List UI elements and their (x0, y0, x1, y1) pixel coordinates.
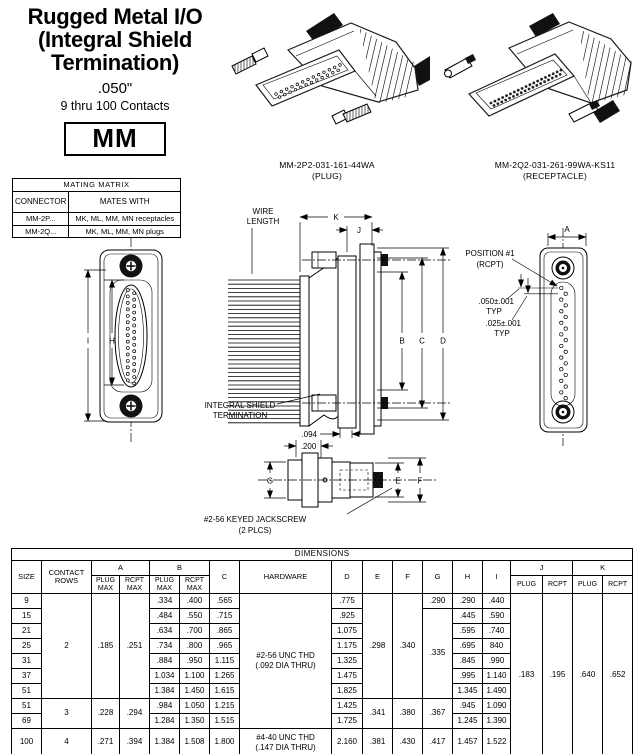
cell-d: 1.325 (332, 654, 363, 669)
cell-c: .965 (210, 639, 240, 654)
cell-size: 31 (12, 654, 42, 669)
pitch-dim-050: .050±.001 (478, 297, 514, 306)
cell-c: .565 (210, 594, 240, 609)
matrix-mates-with: MK, ML, MM, MN plugs (69, 225, 181, 238)
jackscrew-side-view (204, 453, 436, 535)
subheader-k-plug: PLUG (573, 576, 603, 594)
cell-i: 1.522 (483, 729, 511, 754)
matrix-header-connector: CONNECTOR (13, 191, 69, 212)
cell-f: .340 (393, 594, 423, 699)
keyed-jackscrew-note-1: #2-56 KEYED JACKSCREW (203, 515, 307, 524)
dimensions-table (11, 548, 633, 754)
matrix-header-mates-with: MATES WITH (69, 191, 181, 212)
receptacle-illustration (441, 6, 640, 154)
cell-f: .430 (393, 729, 423, 754)
cell-h: .695 (453, 639, 483, 654)
series-code-box (64, 122, 165, 156)
col-header-e: E (363, 561, 393, 594)
cell-i: 1.390 (483, 714, 511, 729)
cell-size: 9 (12, 594, 42, 609)
col-header-k: K (573, 561, 633, 576)
cell-i: 1.140 (483, 669, 511, 684)
cell-b-plug: 1.384 (150, 729, 180, 754)
col-header-i: I (483, 561, 511, 594)
cell-g: .367 (423, 699, 453, 729)
cell-b-plug: .984 (150, 699, 180, 714)
dim-label-h: H (109, 336, 115, 346)
cell-contact-rows: 3 (42, 699, 92, 729)
page-title-line3: Termination) (51, 49, 179, 75)
cell-a-rcpt: .251 (120, 594, 150, 699)
cell-e: .298 (363, 594, 393, 699)
cell-b-rcpt: 1.450 (180, 684, 210, 699)
dim-label-b: B (399, 336, 405, 346)
cell-k-rcpt: .652 (603, 594, 633, 754)
cell-j-rcpt: .195 (543, 594, 573, 754)
keyed-jackscrew-note-2: (2 PLCS) (238, 526, 272, 535)
cell-b-rcpt: 1.508 (180, 729, 210, 754)
cell-d: 1.725 (332, 714, 363, 729)
col-header-size: SIZE (12, 561, 42, 594)
plug-caption (222, 160, 432, 181)
cell-h: .945 (453, 699, 483, 714)
cell-g: .417 (423, 729, 453, 754)
cell-size: 21 (12, 624, 42, 639)
subheader-k-rcpt: RCPT (603, 576, 633, 594)
cell-h: .445 (453, 609, 483, 624)
plug-kind: (PLUG) (311, 170, 342, 181)
cell-a-plug: .228 (92, 699, 120, 729)
subheader-b-rcpt-max: RCPT MAX (180, 576, 210, 594)
dim-label-f: F (417, 476, 423, 486)
dim-label-c: C (419, 336, 425, 346)
cell-i: 1.090 (483, 699, 511, 714)
integral-shield-label-1: INTEGRAL SHIELD (204, 401, 276, 410)
jackscrew-bottom (120, 395, 143, 418)
cell-c: 1.115 (210, 654, 240, 669)
cell-c: .715 (210, 609, 240, 624)
cell-b-rcpt: .700 (180, 624, 210, 639)
cell-size: 15 (12, 609, 42, 624)
cell-d: 1.175 (332, 639, 363, 654)
jackscrew-head-top (252, 48, 268, 62)
subheader-b-plug-max: PLUG MAX (150, 576, 180, 594)
subheader-a-plug-max: PLUG MAX (92, 576, 120, 594)
cell-size: 69 (12, 714, 42, 729)
plug-front-view (84, 238, 162, 442)
cell-d: 1.825 (332, 684, 363, 699)
cell-b-rcpt: 1.050 (180, 699, 210, 714)
col-header-contact-rows: CONTACT ROWS (42, 561, 92, 594)
cell-h: .595 (453, 624, 483, 639)
cell-i: .440 (483, 594, 511, 609)
cell-b-plug: .734 (150, 639, 180, 654)
cell-h: 1.245 (453, 714, 483, 729)
cell-size: 51 (12, 699, 42, 714)
plug-illustration (226, 6, 430, 154)
cell-b-plug: .334 (150, 594, 180, 609)
cell-d: 1.475 (332, 669, 363, 684)
cell-a-rcpt: .294 (120, 699, 150, 729)
cell-b-rcpt: 1.100 (180, 669, 210, 684)
dim-label-a: A (564, 225, 570, 234)
cell-size: 51 (12, 684, 42, 699)
receptacle-kind: (RECEPTACLE) (522, 170, 588, 181)
dim-label-k: K (333, 213, 339, 222)
shield-plate (338, 256, 356, 428)
page-title-line2: (Integral Shield (37, 26, 193, 52)
cell-i: 840 (483, 639, 511, 654)
col-header-d: D (332, 561, 363, 594)
title-block (4, 6, 226, 156)
shield-wrap (309, 412, 340, 426)
contact-column-left (126, 289, 129, 382)
matrix-connector: MM-2P... (13, 212, 69, 225)
col-header-hardware: HARDWARE (240, 561, 332, 594)
flange-plate (360, 244, 374, 434)
cell-a-plug: .185 (92, 594, 120, 699)
face-plate (374, 252, 381, 426)
cell-b-plug: 1.284 (150, 714, 180, 729)
cell-k-plug: .640 (573, 594, 603, 754)
integral-shield-label-2: TERMINATION (212, 411, 268, 420)
cell-b-rcpt: 1.350 (180, 714, 210, 729)
pitch-size: .050" (97, 79, 133, 97)
plug-part-number: MM-2P2-031-161-44WA (279, 160, 375, 170)
receptacle-part-number: MM-2Q2-031-261-99WA-KS11 (494, 160, 616, 170)
cell-c: 1.515 (210, 714, 240, 729)
cell-h: .290 (453, 594, 483, 609)
cell-hardware: #2-56 UNC THD (.092 DIA THRU) (240, 594, 332, 729)
pitch-dim-025: .025±.001 (485, 319, 521, 328)
cell-size: 25 (12, 639, 42, 654)
col-header-h: H (453, 561, 483, 594)
position-1-label: POSITION #1 (465, 249, 515, 258)
col-header-c: C (210, 561, 240, 594)
cell-h: .995 (453, 669, 483, 684)
matrix-mates-with: MK, ML, MM, MN receptacles (69, 212, 181, 225)
col-header-a: A (92, 561, 150, 576)
cell-b-plug: .884 (150, 654, 180, 669)
col-header-b: B (150, 561, 210, 576)
jackscrew-top (120, 255, 143, 278)
cell-a-rcpt: .394 (120, 729, 150, 754)
cell-c: 1.615 (210, 684, 240, 699)
cell-j-plug: .183 (511, 594, 543, 754)
subheader-j-plug: PLUG (511, 576, 543, 594)
cell-c: 1.215 (210, 699, 240, 714)
cell-b-plug: 1.034 (150, 669, 180, 684)
wire-length-label-2: LENGTH (246, 217, 280, 226)
cell-b-rcpt: .550 (180, 609, 210, 624)
cell-c: 1.265 (210, 669, 240, 684)
cell-i: 1.490 (483, 684, 511, 699)
receptacle-front-view (465, 225, 587, 446)
cell-a-plug: .271 (92, 729, 120, 754)
contact-column-right (133, 292, 136, 385)
cell-c: 1.800 (210, 729, 240, 754)
page-title-line1: Rugged Metal I/O (27, 4, 203, 29)
dimensions-title: DIMENSIONS (12, 549, 633, 561)
technical-drawings (0, 200, 643, 548)
cell-i: .590 (483, 609, 511, 624)
cell-d: .775 (332, 594, 363, 609)
wire-length-label-1: WIRE (252, 207, 274, 216)
dim-label-094: .094 (301, 430, 317, 439)
cell-e: .341 (363, 699, 393, 729)
dim-label-d: D (440, 336, 446, 346)
subheader-j-rcpt: RCPT (543, 576, 573, 594)
cell-b-rcpt: .950 (180, 654, 210, 669)
cell-b-rcpt: .400 (180, 594, 210, 609)
plug-side-view (205, 207, 452, 462)
col-header-j: J (511, 561, 573, 576)
cell-d: 1.425 (332, 699, 363, 714)
cell-contact-rows: 2 (42, 594, 92, 699)
cell-g: .335 (423, 609, 453, 699)
position-1-sublabel: (RCPT) (476, 260, 504, 269)
cell-i: .740 (483, 624, 511, 639)
dim-label-j: J (357, 226, 361, 235)
dim-label-g: G (266, 476, 274, 486)
dim-label-i: I (86, 336, 90, 346)
cell-h: 1.345 (453, 684, 483, 699)
cell-d: 1.075 (332, 624, 363, 639)
subheader-a-rcpt-max: RCPT MAX (120, 576, 150, 594)
dim-label-e: E (395, 476, 401, 486)
cell-size: 37 (12, 669, 42, 684)
table-row-size-9 (12, 594, 633, 609)
cell-contact-rows: 4 (42, 729, 92, 754)
cell-e: .381 (363, 729, 393, 754)
cell-b-plug: .634 (150, 624, 180, 639)
mating-matrix-title: MATING MATRIX (13, 179, 181, 192)
col-header-g: G (423, 561, 453, 594)
cell-h: 1.457 (453, 729, 483, 754)
pitch-typ-025: TYP (494, 329, 510, 338)
cell-size: 100 (12, 729, 42, 754)
cell-f: .380 (393, 699, 423, 729)
series-code: MM (92, 122, 138, 153)
cell-b-plug: .484 (150, 609, 180, 624)
col-header-f: F (393, 561, 423, 594)
cell-d: .925 (332, 609, 363, 624)
cell-b-rcpt: .800 (180, 639, 210, 654)
dim-label-200: .200 (300, 442, 317, 451)
cell-b-plug: 1.384 (150, 684, 180, 699)
cell-g: .290 (423, 594, 453, 609)
matrix-connector: MM-2Q... (13, 225, 69, 238)
cell-c: .865 (210, 624, 240, 639)
cell-i: .990 (483, 654, 511, 669)
contact-range: 9 thru 100 Contacts (60, 98, 170, 113)
cell-hardware: #4-40 UNC THD (.147 DIA THRU) (240, 729, 332, 754)
cell-h: .845 (453, 654, 483, 669)
cell-d: 2.160 (332, 729, 363, 754)
receptacle-caption (450, 160, 643, 181)
pitch-typ-050: TYP (486, 307, 502, 316)
